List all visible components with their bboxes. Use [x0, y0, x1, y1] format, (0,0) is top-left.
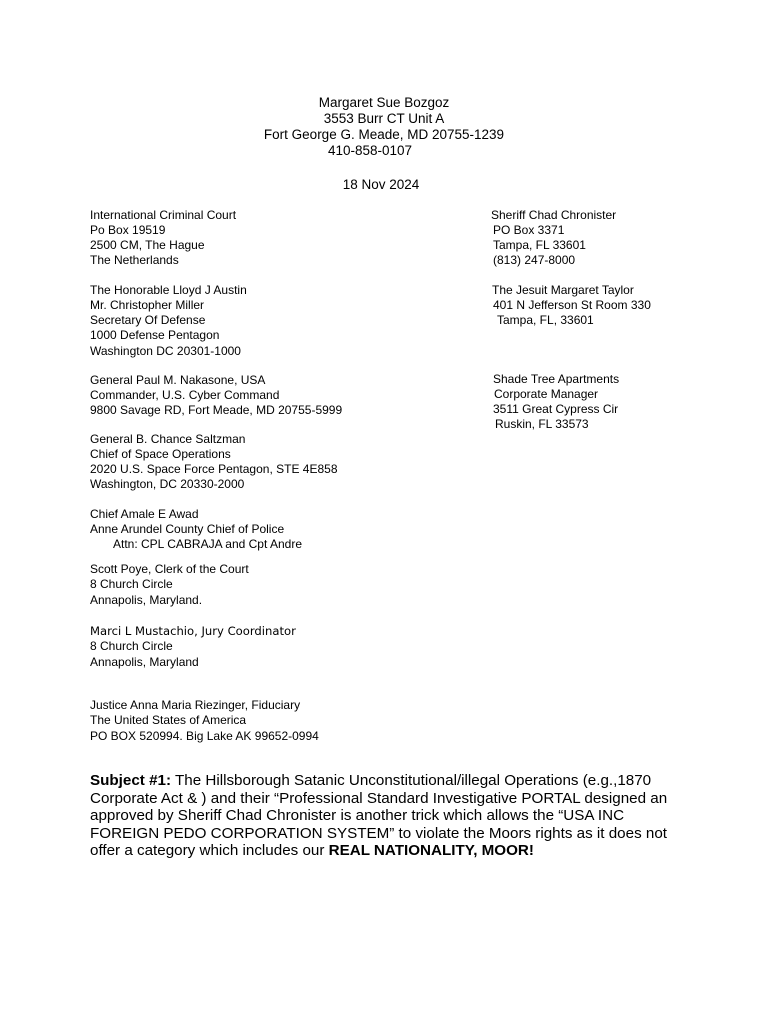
address-line: Annapolis, Maryland — [90, 655, 199, 669]
address-line: 8 Church Circle — [90, 639, 173, 653]
address-line: 8 Church Circle — [90, 577, 173, 591]
address-line: General Paul M. Nakasone, USA — [90, 373, 266, 387]
address-line: The Jesuit Margaret Taylor — [492, 283, 634, 297]
subject-paragraph — [90, 772, 680, 860]
address-line: Marci L Mustachio, Jury Coordinator — [90, 624, 296, 638]
address-line: The United States of America — [90, 713, 247, 727]
address-line: Washington DC 20301-1000 — [90, 344, 241, 358]
address-line: Chief of Space Operations — [90, 447, 231, 461]
address-line: Sheriff Chad Chronister — [491, 208, 617, 222]
address-line: 401 N Jefferson St Room 330 — [493, 298, 651, 312]
address-line: Secretary Of Defense — [90, 313, 206, 327]
address-line: Scott Poye, Clerk of the Court — [90, 562, 249, 576]
sender-street: 3553 Burr CT Unit A — [323, 111, 445, 126]
address-line: Tampa, FL 33601 — [493, 238, 586, 252]
sender-city: Fort George G. Meade, MD 20755-1239 — [263, 127, 505, 142]
attention-line: Attn: CPL CABRAJA and Cpt Andre — [113, 537, 302, 551]
sender-name: Margaret Sue Bozgoz — [318, 95, 450, 110]
address-line: Chief Amale E Awad — [90, 507, 199, 521]
address-line: PO Box 3371 — [493, 223, 565, 237]
address-line: International Criminal Court — [90, 208, 237, 222]
letter-date: 18 Nov 2024 — [342, 177, 420, 192]
address-line: Ruskin, FL 33573 — [495, 417, 589, 431]
address-line: Shade Tree Apartments — [493, 372, 620, 386]
subject-body: The Hillsborough Satanic Unconstitutional/illegal Operations (e.g.,1870 Corporate Act & ) and their “Professional Standard Investigative PORTAL designed an approved by Sheriff Chad Chronister is another trick which allows the “USA INC FOREIGN PEDO CORPORATION SYSTEM” to violate the Moors rights as it does not offer a category which includes our — [90, 772, 668, 859]
address-line: The Netherlands — [90, 253, 179, 267]
sender-phone: 410-858-0107 — [327, 143, 413, 158]
address-line: 2500 CM, The Hague — [90, 238, 205, 252]
address-line: Mr. Christopher Miller — [90, 298, 205, 312]
subject-emphasis: REAL NATIONALITY, MOOR! — [328, 842, 534, 859]
subject-label: Subject #1: — [90, 772, 172, 789]
address-line: PO BOX 520994. Big Lake AK 99652-0994 — [90, 729, 319, 743]
address-line: (813) 247-8000 — [493, 253, 576, 267]
address-line: Corporate Manager — [494, 387, 599, 401]
address-line: Annapolis, Maryland. — [90, 593, 203, 607]
address-line: 3511 Great Cypress Cir — [493, 402, 619, 416]
address-line: The Honorable Lloyd J Austin — [90, 283, 247, 297]
address-line: Commander, U.S. Cyber Command — [90, 388, 280, 402]
address-line: Anne Arundel County Chief of Police — [90, 522, 285, 536]
address-line: Justice Anna Maria Riezinger, Fiduciary — [90, 698, 301, 712]
address-line: 1000 Defense Pentagon — [90, 328, 220, 342]
address-line: Washington, DC 20330-2000 — [90, 477, 245, 491]
address-line: 9800 Savage RD, Fort Meade, MD 20755-5999 — [90, 403, 343, 417]
address-line: Po Box 19519 — [90, 223, 166, 237]
address-line: General B. Chance Saltzman — [90, 432, 246, 446]
address-line: Tampa, FL, 33601 — [497, 313, 594, 327]
address-line: 2020 U.S. Space Force Pentagon, STE 4E858 — [90, 462, 338, 476]
